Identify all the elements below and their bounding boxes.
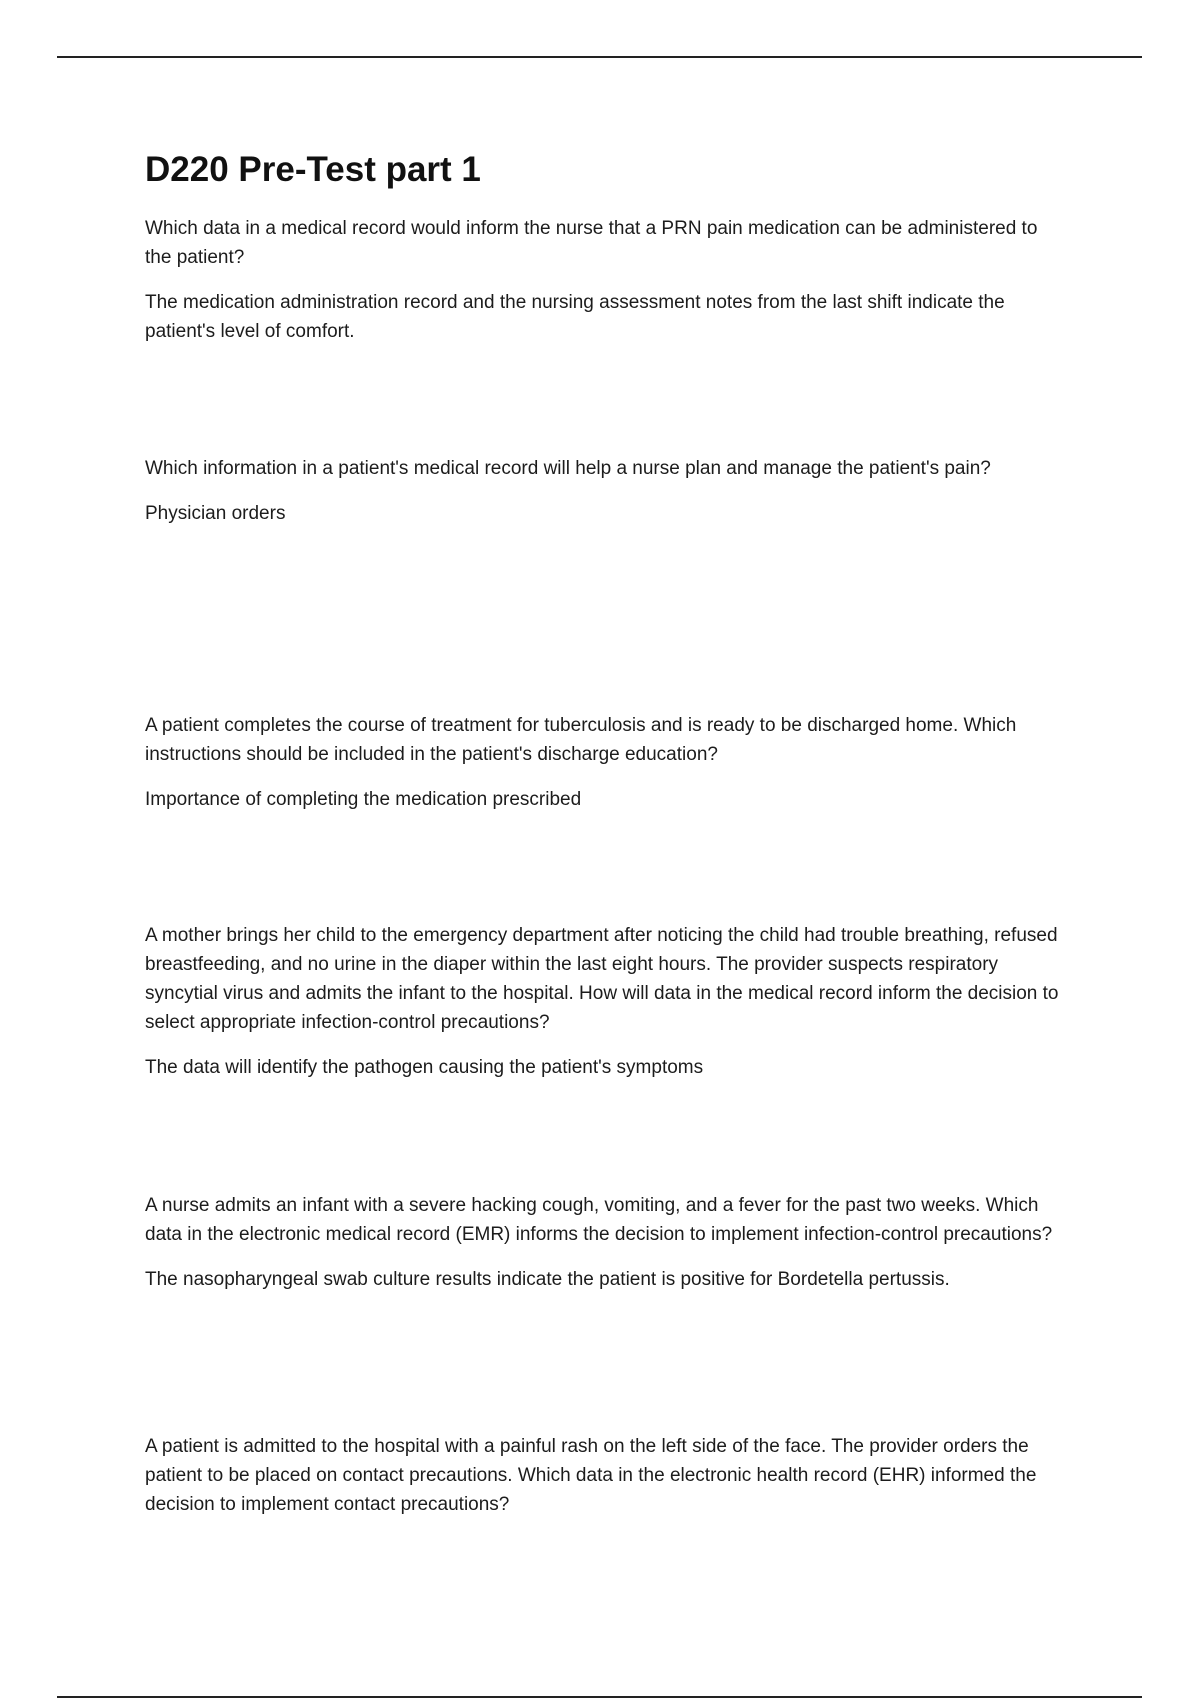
qa-item-3	[145, 711, 1065, 814]
header-rule	[57, 56, 1142, 58]
qa-item-2	[145, 454, 1065, 528]
question-5: A nurse admits an infant with a severe hacking cough, vomiting, and a fever for the past two weeks. Which data in the electronic medical record (EMR) informs the decision to implement infection-control precautions?	[145, 1195, 1053, 1245]
answer-3: Importance of completing the medication prescribed	[145, 789, 582, 810]
answer-1: The medication administration record and the nursing assessment notes from the last shift indicate the patient's level of comfort.	[145, 292, 1005, 342]
answer-2: Physician orders	[145, 503, 286, 524]
answer-5: The nasopharyngeal swab culture results indicate the patient is positive for Bordetella pertussis.	[145, 1269, 950, 1290]
question-2: Which information in a patient's medical record will help a nurse plan and manage the patient's pain?	[145, 458, 991, 479]
question-4: A mother brings her child to the emergency department after noticing the child had trouble breathing, refused breastfeeding, and no urine in the diaper within the last eight hours. The provider suspects respiratory syncytial virus and admits the infant to the hospital. How will data in the medical record inform the decision to select appropriate infection-control precautions?	[145, 925, 1059, 1033]
page-title: D220 Pre-Test part 1	[145, 150, 481, 189]
qa-item-5	[145, 1191, 1065, 1294]
qa-item-4	[145, 921, 1065, 1082]
answer-4: The data will identify the pathogen causing the patient's symptoms	[145, 1057, 704, 1078]
question-1: Which data in a medical record would inform the nurse that a PRN pain medication can be administered to the patient?	[145, 218, 1038, 268]
footer-rule	[57, 1696, 1142, 1698]
question-3: A patient completes the course of treatment for tuberculosis and is ready to be discharged home. Which instructions should be included in the patient's discharge education?	[145, 715, 1017, 765]
question-6: A patient is admitted to the hospital with a painful rash on the left side of the face. The provider orders the patient to be placed on contact precautions. Which data in the electronic health record (EHR) informed the decision to implement contact precautions?	[145, 1436, 1037, 1515]
qa-item-1	[145, 214, 1065, 346]
qa-item-6	[145, 1432, 1065, 1519]
